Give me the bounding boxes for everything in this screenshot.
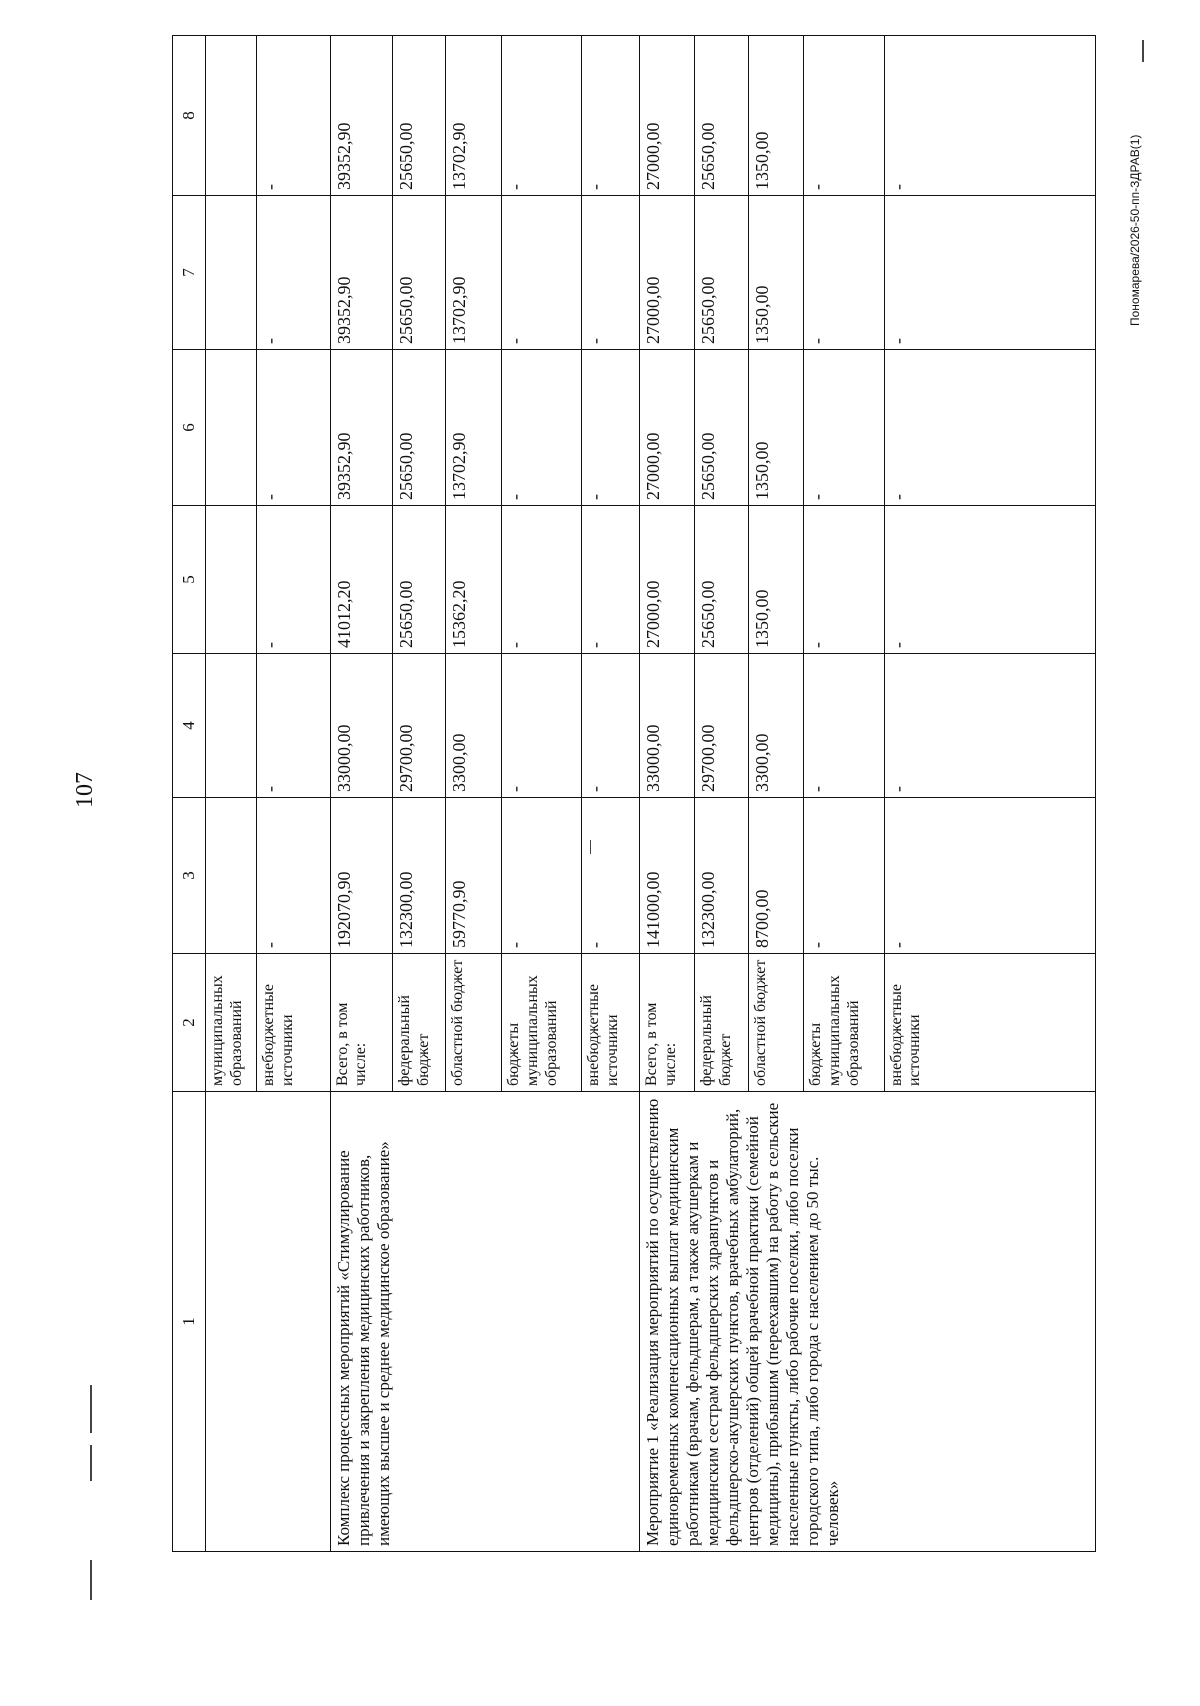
- value-cell: [206, 506, 257, 654]
- scan-mark: [1142, 40, 1144, 62]
- scan-mark: [90, 1560, 92, 1600]
- value-cell: 25650,00: [392, 506, 445, 654]
- value-cell: 141000,00: [639, 798, 695, 954]
- header-cell: 3: [173, 798, 206, 954]
- value-cell: -: [582, 196, 640, 350]
- value-cell: -: [582, 350, 640, 506]
- value-cell: 132300,00: [392, 798, 445, 954]
- source-cell: областной бюджет: [748, 954, 804, 1092]
- value-cell: 25650,00: [392, 350, 445, 506]
- value-cell: 25650,00: [695, 506, 748, 654]
- value-cell: -: [884, 196, 1095, 350]
- value-cell: [206, 196, 257, 350]
- value-cell: -: [884, 798, 1095, 954]
- value-cell: -: [804, 350, 884, 506]
- header-cell: 8: [173, 36, 206, 196]
- value-cell: 192070,90: [330, 798, 392, 954]
- value-cell: -: [501, 506, 581, 654]
- table-row: [330, 36, 392, 1552]
- header-cell: 7: [173, 196, 206, 350]
- value-cell: 25650,00: [392, 36, 445, 196]
- value-cell: [206, 798, 257, 954]
- value-cell: 39352,90: [330, 350, 392, 506]
- source-cell: внебюджетные источники: [884, 954, 1095, 1092]
- value-cell: 13702,90: [446, 196, 502, 350]
- scan-mark: [90, 1445, 92, 1481]
- value-cell: 25650,00: [695, 196, 748, 350]
- source-cell: бюджеты муниципальных образований: [501, 954, 581, 1092]
- value-cell: -: [884, 350, 1095, 506]
- document-code: Пономарева/2026-50-пп-ЗДРАВ(1): [1128, 134, 1142, 326]
- value-cell: 13702,90: [446, 36, 502, 196]
- value-cell: -: [501, 350, 581, 506]
- source-cell: Всего, в том числе:: [639, 954, 695, 1092]
- header-cell: 5: [173, 506, 206, 654]
- value-cell: -: [501, 654, 581, 798]
- value-cell: -: [582, 506, 640, 654]
- value-cell: [206, 36, 257, 196]
- value-cell: 33000,00: [330, 654, 392, 798]
- value-cell: 1350,00: [748, 350, 804, 506]
- source-cell: внебюджетные источники: [582, 954, 640, 1092]
- value-cell: -: [804, 654, 884, 798]
- value-cell: 3300,00: [446, 654, 502, 798]
- value-cell: -: [884, 36, 1095, 196]
- source-cell: федеральный бюджет: [695, 954, 748, 1092]
- value-cell: [206, 350, 257, 506]
- header-cell: 6: [173, 350, 206, 506]
- value-cell: -: [257, 798, 330, 954]
- page-number: 107: [72, 772, 98, 808]
- value-cell: 3300,00: [748, 654, 804, 798]
- source-cell: муниципальных образований: [206, 954, 257, 1092]
- header-cell: 4: [173, 654, 206, 798]
- value-cell: -: [257, 196, 330, 350]
- value-cell: 29700,00: [695, 654, 748, 798]
- value-cell: 27000,00: [639, 36, 695, 196]
- value-cell: -: [257, 36, 330, 196]
- budget-table-rotated: [172, 36, 1096, 1552]
- value-cell: -: [582, 798, 640, 954]
- value-cell: 132300,00: [695, 798, 748, 954]
- value-cell: 15362,20: [446, 506, 502, 654]
- value-cell: 29700,00: [392, 654, 445, 798]
- value-cell: -: [884, 654, 1095, 798]
- value-cell: 39352,90: [330, 36, 392, 196]
- table-row: [206, 36, 257, 1552]
- budget-table: [172, 35, 1096, 1552]
- value-cell: 27000,00: [639, 196, 695, 350]
- value-cell: -: [501, 798, 581, 954]
- activity-cell: Комплекс процессных мероприятий «Стимулирование привлечения и закрепления медицинских работников, имеющих высшее и среднее медицинское образование»: [330, 1092, 639, 1552]
- value-cell: 27000,00: [639, 350, 695, 506]
- value-cell: 33000,00: [639, 654, 695, 798]
- value-cell: 59770,90: [446, 798, 502, 954]
- value-cell: -: [804, 798, 884, 954]
- value-cell: 8700,00: [748, 798, 804, 954]
- value-cell: 13702,90: [446, 350, 502, 506]
- value-cell: -: [501, 196, 581, 350]
- value-cell: -: [257, 654, 330, 798]
- source-cell: Всего, в том числе:: [330, 954, 392, 1092]
- value-cell: 1350,00: [748, 196, 804, 350]
- header-cell: 2: [173, 954, 206, 1092]
- header-row: [173, 36, 206, 1552]
- value-cell: 1350,00: [748, 36, 804, 196]
- value-cell: 39352,90: [330, 196, 392, 350]
- value-cell: -: [804, 506, 884, 654]
- value-cell: -: [804, 196, 884, 350]
- value-cell: -: [884, 506, 1095, 654]
- value-cell: -: [582, 654, 640, 798]
- value-cell: -: [501, 36, 581, 196]
- value-cell: -: [582, 36, 640, 196]
- value-cell: 25650,00: [695, 36, 748, 196]
- value-cell: -: [257, 506, 330, 654]
- source-cell: бюджеты муниципальных образований: [804, 954, 884, 1092]
- value-cell: 27000,00: [639, 506, 695, 654]
- value-cell: [206, 654, 257, 798]
- header-cell: 1: [173, 1092, 206, 1552]
- value-cell: -: [257, 350, 330, 506]
- activity-cell: Мероприятие 1 «Реализация мероприятий по осуществлению единовременных компенсационных выплат медицинским работникам (врачам, фельдшерам, а также акушеркам и медицинским сестрам фельдшерских здравпунктов и фельдшерско-акушерских пунктов, врачебных амбулаторий, центров (отделений) общей врачебной практики (семейной медицины), прибывшим (переехавшим) на работу в сельские населенные пункты, либо рабочие поселки, либо поселки городского типа, либо города с населением до 50 тыс. человек»: [639, 1092, 1095, 1552]
- source-cell: внебюджетные источники: [257, 954, 330, 1092]
- value-cell: 41012,20: [330, 506, 392, 654]
- source-cell: областной бюджет: [446, 954, 502, 1092]
- activity-cell: [206, 1092, 331, 1552]
- source-cell: федеральный бюджет: [392, 954, 445, 1092]
- value-cell: 1350,00: [748, 506, 804, 654]
- value-cell: -: [804, 36, 884, 196]
- value-cell: 25650,00: [695, 350, 748, 506]
- scan-mark: [90, 1385, 92, 1433]
- value-cell: 25650,00: [392, 196, 445, 350]
- table-row: [639, 36, 695, 1552]
